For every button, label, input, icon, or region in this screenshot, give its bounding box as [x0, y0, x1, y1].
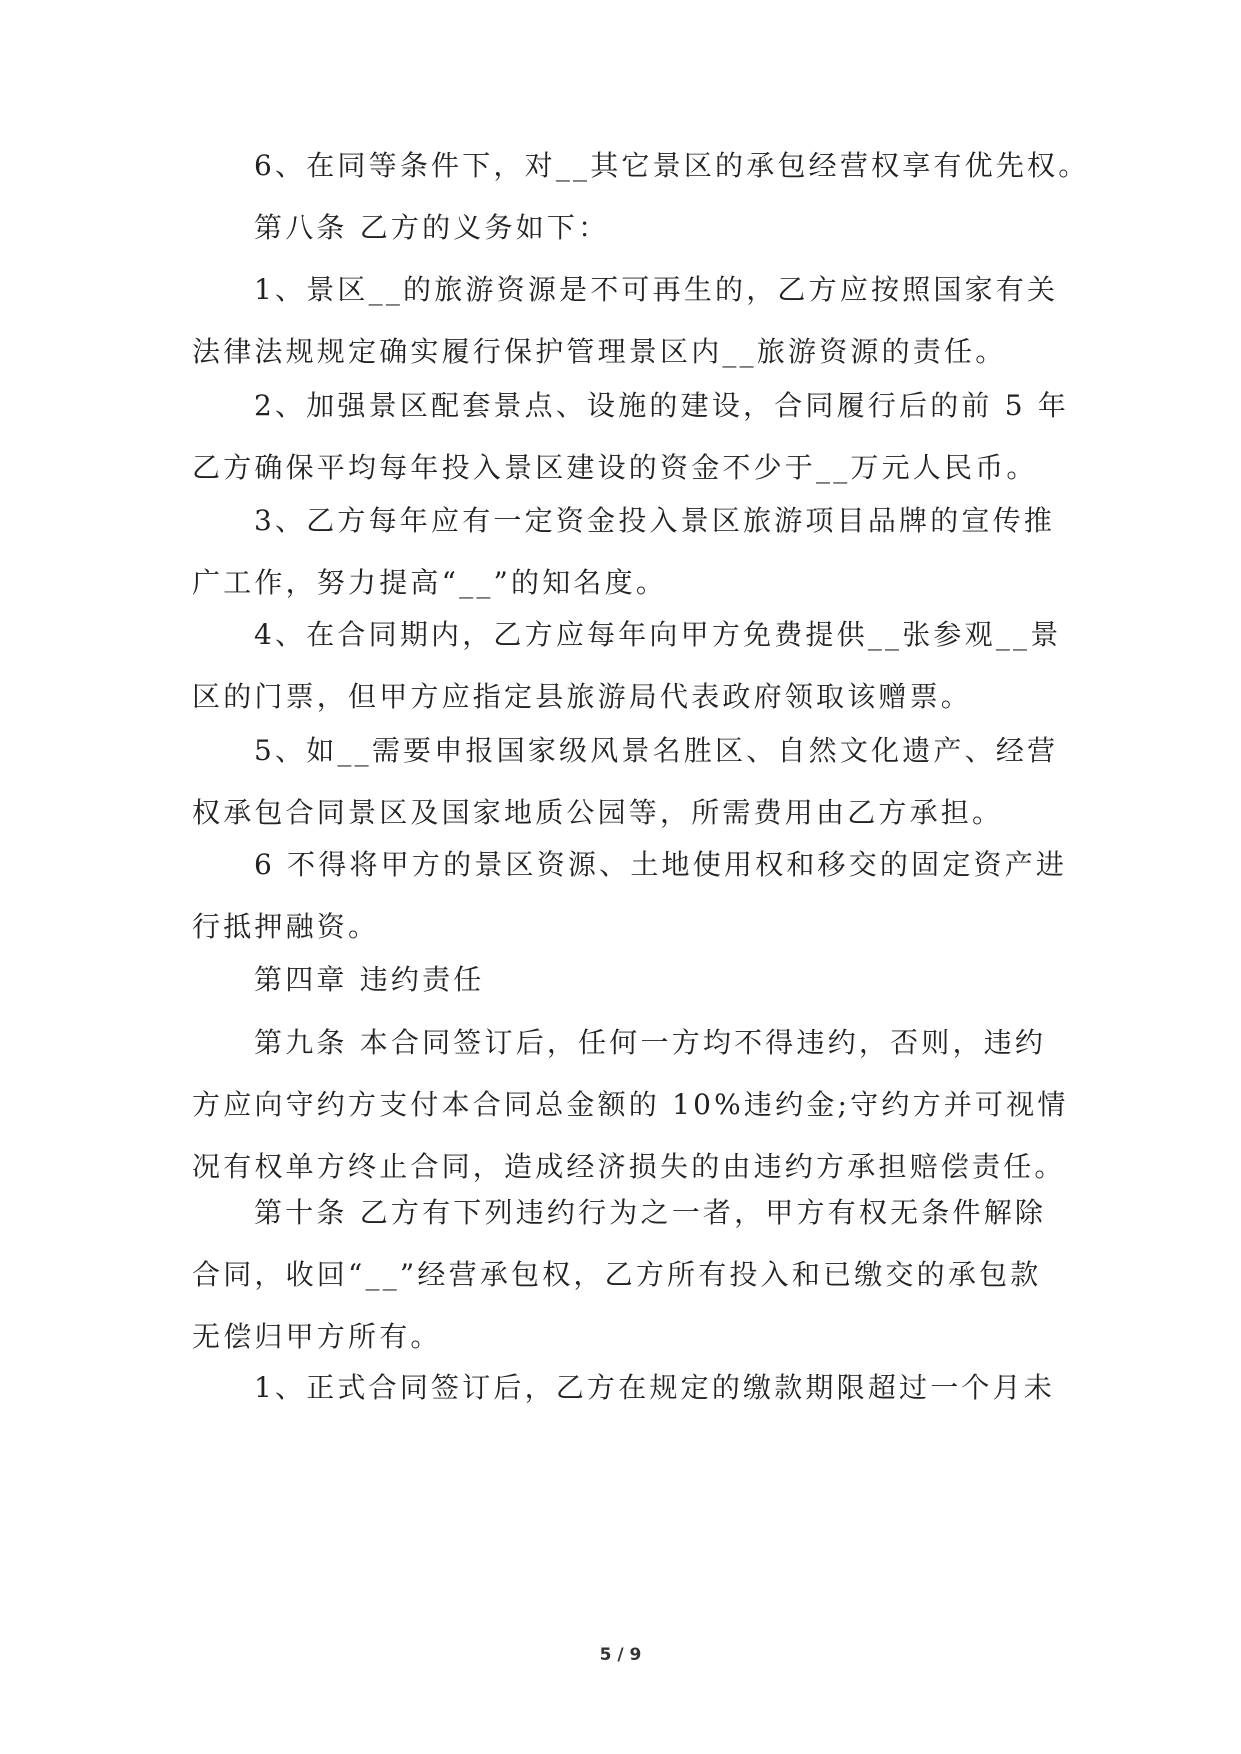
- paragraph-obligation-3: [192, 490, 1072, 614]
- paragraph-obligation-4: [192, 604, 1072, 728]
- text-line: 方应向守约方支付本合同总金额的 10%违约金;守约方并可视情: [192, 1088, 1069, 1121]
- article-10-paragraph: [192, 1182, 1072, 1368]
- text-line: 第十条 乙方有下列违约行为之一者，甲方有权无条件解除: [254, 1196, 1047, 1229]
- text-line: 3、乙方每年应有一定资金投入景区旅游项目品牌的宣传推: [254, 504, 1056, 537]
- chapter-4-heading: [192, 949, 1072, 1011]
- text-line: 第九条 本合同签订后，任何一方均不得违约，否则，违约: [254, 1026, 1047, 1059]
- text-line: 区的门票，但甲方应指定县旅游局代表政府领取该赠票。: [192, 680, 973, 713]
- text-line: 5、如__需要申报国家级风景名胜区、自然文化遗产、经营: [254, 734, 1059, 767]
- text-line: 6 不得将甲方的景区资源、土地使用权和移交的固定资产进: [254, 848, 1068, 881]
- page-number: 5 / 9: [599, 1645, 642, 1665]
- text-line: 乙方确保平均每年投入景区建设的资金不少于__万元人民币。: [192, 451, 1038, 484]
- paragraph-clause-6-priority: [192, 135, 1090, 197]
- text-line: 合同，收回“__”经营承包权，乙方所有投入和已缴交的承包款: [192, 1258, 1042, 1291]
- text-line: 2、加强景区配套景点、设施的建设，合同履行后的前 5 年: [254, 389, 1070, 422]
- text-line: 广工作，努力提高“__”的知名度。: [192, 566, 668, 599]
- text-line: 第八条 乙方的义务如下：: [254, 211, 610, 244]
- article-9-paragraph: [192, 1012, 1072, 1198]
- text-line: 第四章 违约责任: [254, 963, 485, 996]
- text-line: 行抵押融资。: [192, 910, 380, 943]
- paragraph-obligation-1: [192, 259, 1072, 383]
- article-8-heading: [192, 197, 1072, 259]
- text-line: 1、正式合同签订后，乙方在规定的缴款期限超过一个月未: [254, 1371, 1056, 1404]
- paragraph-obligation-2: [192, 375, 1072, 499]
- text-line: 权承包合同景区及国家地质公园等，所需费用由乙方承担。: [192, 796, 1004, 829]
- text-line: 法律法规规定确实履行保护管理景区内__旅游资源的责任。: [192, 335, 1007, 368]
- paragraph-obligation-5: [192, 720, 1072, 844]
- text-line: 4、在合同期内，乙方应每年向甲方免费提供__张参观__景: [254, 618, 1062, 651]
- text-line: 1、景区__的旅游资源是不可再生的，乙方应按照国家有关: [254, 273, 1059, 306]
- violation-item-1: [192, 1357, 1072, 1419]
- text-line: 况有权单方终止合同，造成经济损失的由违约方承担赔偿责任。: [192, 1150, 1066, 1183]
- text-line: 6、在同等条件下，对__其它景区的承包经营权享有优先权。: [254, 149, 1090, 182]
- paragraph-obligation-6: [192, 834, 1072, 958]
- text-line: 无偿归甲方所有。: [192, 1320, 442, 1353]
